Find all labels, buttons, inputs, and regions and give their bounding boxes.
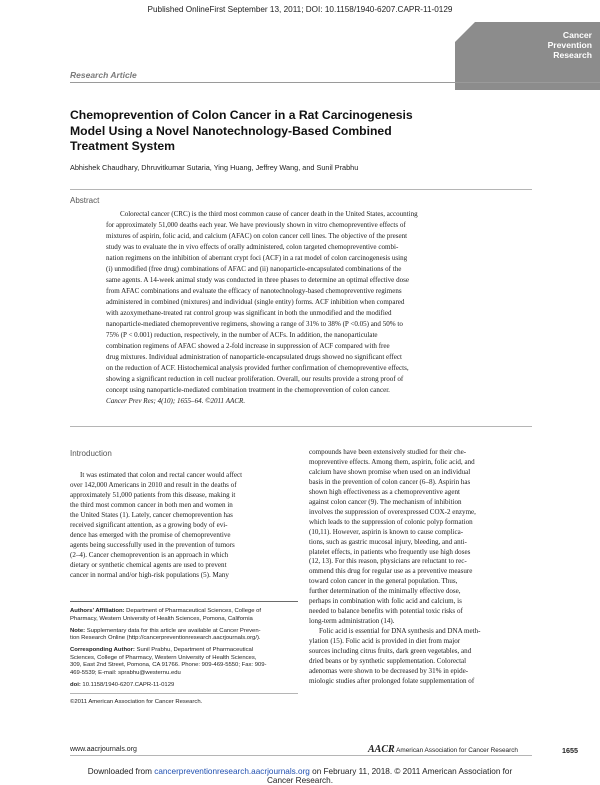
body-line: sources including citrus fruits, dark green vegetables, and bbox=[309, 647, 472, 656]
aacr-name: American Association for Cancer Research bbox=[396, 747, 518, 754]
body-line: tions, such as gastric mucosal injury, bleeding, and anti- bbox=[309, 537, 467, 546]
title-line: Model Using a Novel Nanotechnology-Based Combined bbox=[70, 123, 392, 138]
published-online-line: Published OnlineFirst September 13, 2011; DOI: 10.1158/1940-6207.CAPR-11-0129 bbox=[147, 5, 453, 14]
note-text: Supplementary data for this article are available at Cancer Preven- bbox=[85, 627, 261, 634]
introduction-right-column bbox=[309, 448, 535, 687]
body-line: toward colon cancer in the general population. Thus, bbox=[309, 577, 458, 586]
abstract-line: administered in combined (mixtures) and individual (single entity) forms. ACF inhibition when compared bbox=[106, 298, 405, 306]
abstract-line: same agents. A 14-week animal study was conducted in three phases to determine an optimal effective dose bbox=[106, 276, 409, 284]
body-line: dietary or synthetic chemical agents are used to prevent bbox=[70, 560, 227, 569]
footnotes bbox=[70, 604, 298, 711]
abstract-line: showing a significant reduction in cell nuclear proliferation. Overall, our results provide a strong proof of bbox=[106, 375, 404, 383]
doi-value: 10.1158/1940-6207.CAPR-11-0129 bbox=[80, 681, 175, 688]
download-line-2: Cancer Research. bbox=[267, 776, 333, 785]
body-line: agents being successfully used in the prevention of tumors bbox=[70, 540, 235, 549]
body-line: (2–4). Cancer chemoprevention is an approach in which bbox=[70, 550, 229, 559]
journal-badge-line-3: Research bbox=[553, 50, 592, 60]
affiliation-text: Department of Pharmaceutical Sciences, College of bbox=[124, 608, 262, 615]
abstract-line: nation regimens on the inhibition of aberrant crypt foci (ACF) in a rat model of colon carcinogenesis using bbox=[106, 254, 408, 262]
body-line: received significant attention, as a growing body of evi- bbox=[70, 520, 228, 529]
body-line: dence has emerged with the promise of chemopreventive bbox=[70, 530, 231, 539]
author-list: Abhishek Chaudhary, Dhruvitkumar Sutaria, Ying Huang, Jeffrey Wang, and Sunil Prabhu bbox=[70, 163, 359, 172]
body-line: adenomas were shown to be decreased by 31% in epide- bbox=[309, 666, 469, 675]
body-line: compounds have been extensively studied for their che- bbox=[309, 448, 467, 456]
download-suffix: on February 11, 2018. © 2011 American Association for bbox=[309, 767, 513, 776]
download-prefix: Downloaded from bbox=[87, 767, 155, 776]
body-line: shown high effectiveness as a chemopreventive agent bbox=[309, 487, 460, 496]
body-line: mopreventive effects. Among them, aspirin, folic acid, and bbox=[309, 457, 475, 466]
body-line: further determination of the minimally effective dose, bbox=[309, 587, 461, 596]
abstract-line: concept using nanoparticle-mediated combination treatment in the chemoprevention of colon cancer. bbox=[106, 386, 390, 394]
body-line: miologic studies after prolonged folate supplementation of bbox=[309, 676, 475, 685]
abstract-heading: Abstract bbox=[70, 196, 100, 205]
body-line: approximately 51,000 patients from this disease, making it bbox=[70, 490, 236, 499]
title-line: Treatment System bbox=[70, 139, 175, 154]
doi-label: doi: bbox=[70, 681, 81, 688]
body-line: calcium have shown promise when used on an individual bbox=[309, 467, 471, 476]
aacr-logo bbox=[368, 744, 518, 755]
copyright-text: ©2011 American Association for Cancer Research. bbox=[70, 699, 203, 706]
body-line: needed to balance benefits with potential toxic risks of bbox=[309, 607, 463, 616]
corresponding-text: Sciences, College of Pharmacy, Western University of Health Sciences, bbox=[70, 654, 257, 661]
introduction-left-column bbox=[70, 471, 298, 580]
article-type: Research Article bbox=[70, 70, 137, 80]
journal-website: www.aacrjournals.org bbox=[70, 746, 137, 753]
title-line: Chemoprevention of Colon Cancer in a Rat Carcinogenesis bbox=[70, 108, 413, 122]
footnote-divider bbox=[70, 601, 298, 602]
aacr-logo-mark: AACR bbox=[368, 744, 395, 755]
body-line: the third most common cancer in both men and women in bbox=[70, 500, 233, 509]
abstract-line: with azoxymethane-treated rat control group was significant in both the unmodified and the modified bbox=[106, 309, 392, 317]
body-line: ommend this drug for regular use as a preventive measure bbox=[309, 567, 473, 576]
journal-badge bbox=[455, 22, 600, 90]
abstract-line: Colorectal cancer (CRC) is the third most common cause of cancer death in the United States, accounting bbox=[120, 210, 418, 218]
body-line: It was estimated that colon and rectal cancer would affect bbox=[80, 471, 243, 479]
abstract-top-divider bbox=[70, 189, 532, 190]
body-line: (12, 13). For this reason, physicians are reluctant to rec- bbox=[309, 557, 467, 566]
page-number: 1655 bbox=[562, 746, 578, 755]
body-line: over 142,000 Americans in 2010 and result in the deaths of bbox=[70, 480, 237, 489]
download-link[interactable]: cancerpreventionresearch.aacrjournals.org bbox=[154, 767, 310, 776]
body-line: perhaps in combination with folic acid and calcium, is bbox=[309, 597, 462, 606]
abstract-body bbox=[106, 209, 530, 407]
corresponding-label: Corresponding Author: bbox=[70, 646, 135, 653]
note-label: Note: bbox=[70, 627, 86, 634]
body-line: long-term administration (14). bbox=[309, 617, 395, 626]
body-line: the United States (1). Lately, cancer chemoprevention has bbox=[70, 510, 233, 519]
body-line: involves the suppression of overexpressed COX-2 enzyme, bbox=[309, 507, 476, 516]
abstract-line: study was to evaluate the in vivo effects of orally administered, colon targeted chemopreventive combi- bbox=[106, 243, 399, 251]
copyright-divider bbox=[70, 693, 298, 694]
body-line: dried beans or by synthetic supplementation. Colorectal bbox=[309, 657, 467, 666]
journal-badge-line-1: Cancer bbox=[562, 30, 592, 40]
abstract-line: on the reduction of ACF. Histochemical analysis provided further confirmation of chemopreventive effects, bbox=[106, 364, 409, 372]
abstract-bottom-divider bbox=[70, 426, 532, 427]
introduction-heading: Introduction bbox=[70, 449, 112, 458]
body-line: (10,11). However, aspirin is known to cause complica- bbox=[309, 527, 464, 536]
affiliation-text: Pharmacy, Western University of Health Sciences, Pomona, California bbox=[70, 615, 253, 622]
body-line: against colon cancer (9). The mechanism of inhibition bbox=[309, 497, 462, 506]
affiliation-label: Authors' Affiliation: bbox=[70, 608, 125, 615]
body-line: basis in the prevention of colon cancer (6–8). Aspirin has bbox=[309, 477, 471, 486]
abstract-citation: Cancer Prev Res; 4(10); 1655–64. ©2011 AACR. bbox=[106, 397, 246, 405]
note-text: tion Research Online (http://cancerpreventionresearch.aacrjournals.org/). bbox=[70, 635, 261, 642]
journal-badge-line-2: Prevention bbox=[547, 40, 592, 50]
article-title bbox=[70, 108, 470, 155]
abstract-line: drug mixtures. Individual administration of nanoparticle-encapsulated drugs showed no significant effect bbox=[106, 353, 402, 361]
download-notice bbox=[0, 767, 600, 785]
body-line: which leads to the suppression of colonic polyp formation bbox=[309, 517, 473, 526]
body-line: cancer in normal and/or high-risk populations (5). Many bbox=[70, 570, 229, 579]
abstract-line: combination regimens of AFAC showed a 2-fold increase in suppression of ACF compared with free bbox=[106, 342, 390, 350]
corresponding-text: 309, East 2nd Street, Pomona, CA 91766. Phone: 909-469-5550; Fax: 909- bbox=[70, 662, 267, 669]
footer-divider bbox=[70, 755, 532, 756]
abstract-line: from AFAC combinations and evaluate the efficacy of nanotechnology-based chemopreventive regimens bbox=[106, 287, 402, 295]
abstract-line: mixtures of aspirin, folic acid, and calcium (AFAC) on colon cancer cell lines. The objective of the present bbox=[106, 232, 408, 240]
abstract-line: 75% (P < 0.001) reduction, respectively, in the number of ACFs. In addition, the nanoparticulate bbox=[106, 331, 378, 339]
corresponding-text: 469-5539; E-mail: sprabhu@westernu.edu bbox=[70, 669, 181, 676]
corresponding-text: Sunil Prabhu, Department of Pharmaceutical bbox=[134, 646, 254, 653]
body-line: Folic acid is essential for DNA synthesis and DNA meth- bbox=[319, 627, 481, 636]
body-line: ylation (15). Folic acid is provided in diet from major bbox=[309, 637, 461, 646]
abstract-line: for approximately 51,000 deaths each year. We have previously shown in vitro chemopreventive effects of bbox=[106, 221, 406, 229]
badge-corner-fold bbox=[455, 22, 475, 42]
abstract-line: (i) unmodified (free drug) combinations of AFAC and (ii) nanoparticle-encapsulated combinations of the bbox=[106, 265, 402, 273]
body-line: platelet effects, in patients who frequently use high doses bbox=[309, 547, 471, 556]
abstract-line: nanoparticle-mediated chemopreventive regimens, showing a range of 31% to 38% (P <0.05) and 50% to bbox=[106, 320, 403, 328]
header-divider bbox=[70, 82, 600, 83]
